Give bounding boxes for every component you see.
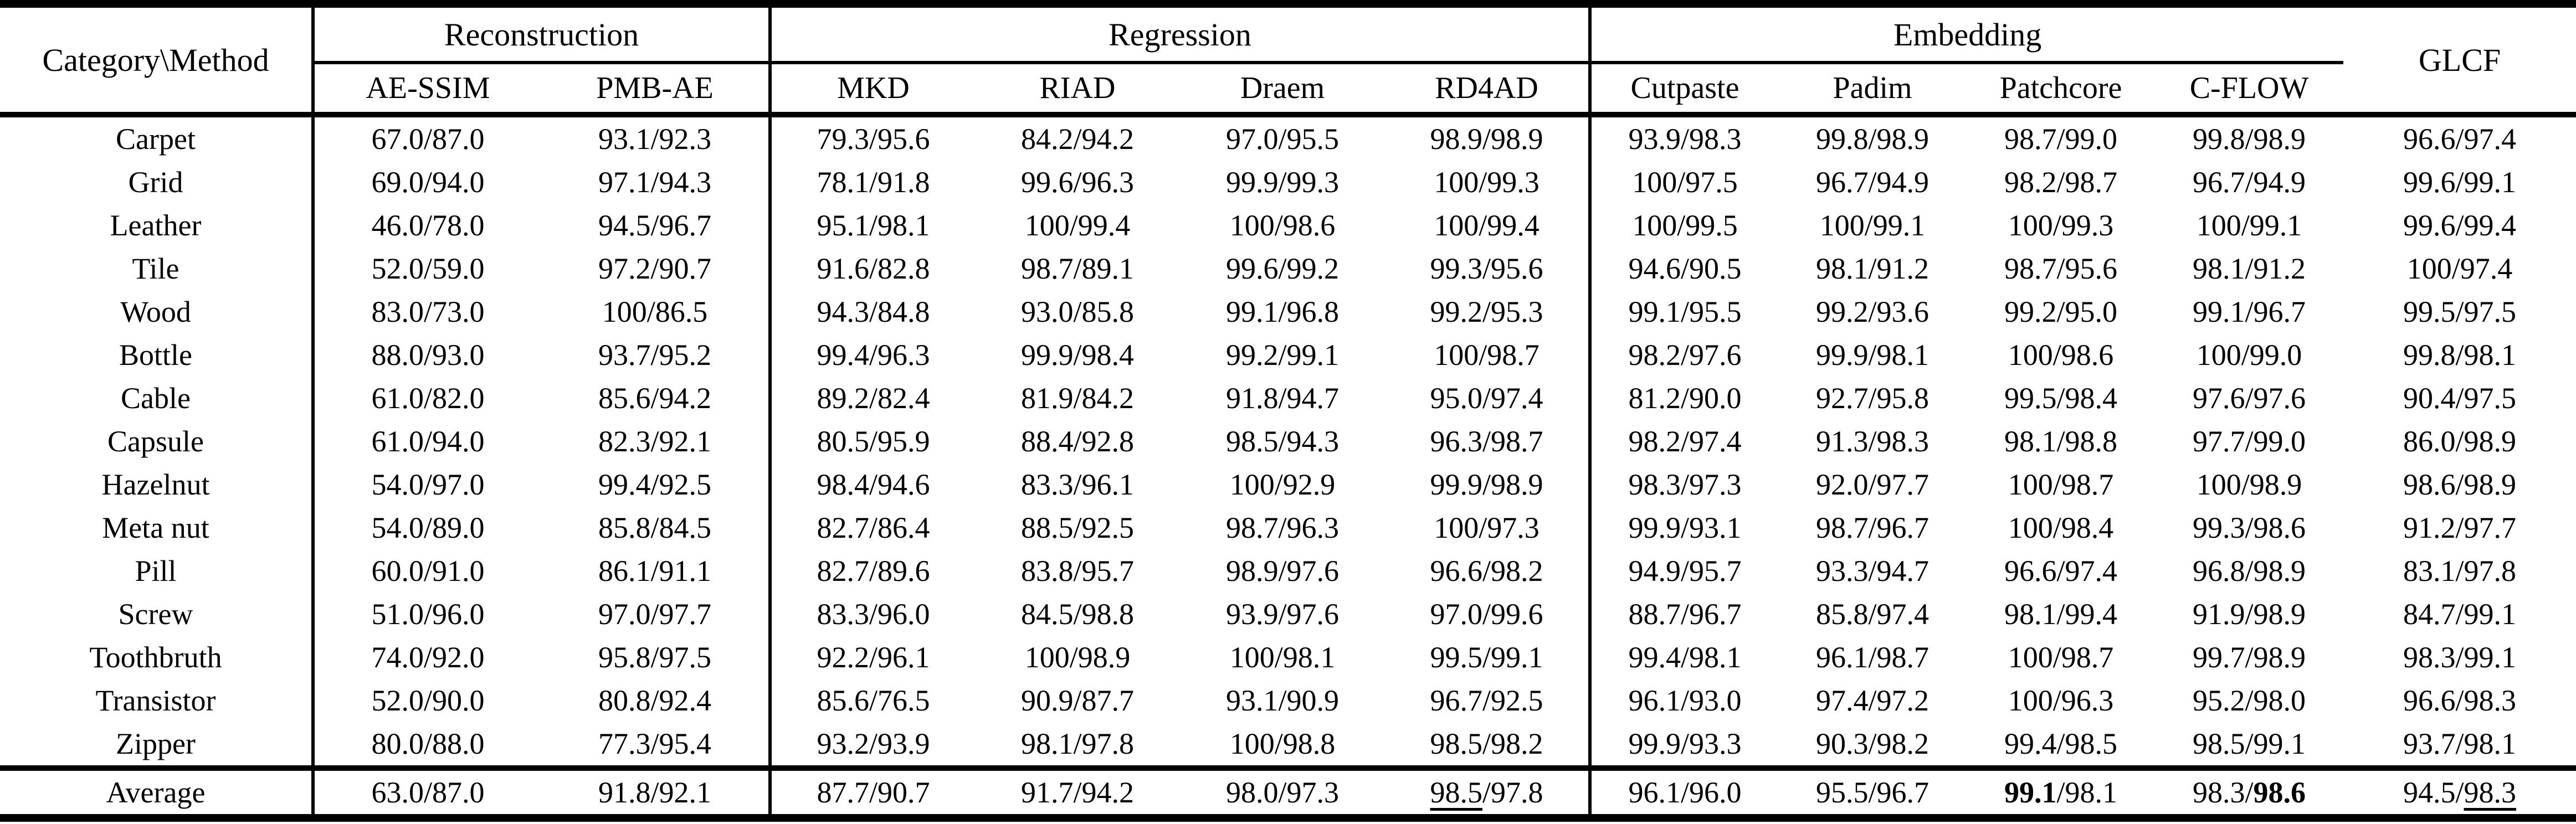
value-cell: 95.2/98.0 [2193,684,2306,717]
value-cell: 86.1/91.1 [541,549,770,593]
value-separator: / [2056,776,2065,809]
value-cell: 79.3/95.6 [817,122,930,156]
value-cell: 83.1/97.8 [2403,554,2517,588]
average-value-cell [2343,768,2576,818]
value-cell: 82.7/89.6 [817,554,930,588]
value-cell: 81.9/84.2 [1020,382,1134,415]
column-header-c-flow: C-FLOW [2155,63,2343,115]
table-row [0,463,2576,506]
value-cell: 96.7/94.9 [1815,166,1929,199]
value-cell: 54.0/97.0 [371,468,485,501]
value-separator: / [650,776,659,809]
value-cell: 99.8/98.9 [2193,122,2306,156]
value-separator: / [1073,776,1082,809]
category-cell: Pill [0,549,313,593]
value-cell: 96.3/98.7 [1385,420,1590,463]
column-header-cutpaste: Cutpaste [1590,63,1778,115]
average-value-part: 96.1 [1628,776,1681,809]
value-cell: 98.7/95.6 [2004,252,2117,285]
table-row [0,549,2576,593]
value-cell: 81.2/90.0 [1628,382,1742,415]
value-cell: 93.0/85.8 [1020,295,1134,328]
category-cell: Leather [0,204,313,247]
value-cell: 85.8/97.4 [1815,598,1929,631]
value-separator: / [1482,776,1491,809]
value-cell: 93.3/94.7 [1815,554,1929,588]
average-value-cell [1180,768,1385,818]
value-cell: 100/98.7 [2008,641,2114,674]
value-separator: / [869,776,878,809]
value-cell: 100/99.4 [1385,204,1590,247]
table-row [0,420,2576,463]
value-cell: 94.3/84.8 [817,295,930,328]
value-cell: 51.0/96.0 [371,598,485,631]
value-cell: 46.0/78.0 [371,209,485,242]
value-cell: 60.0/91.0 [371,554,485,588]
value-cell: 96.6/97.4 [2004,554,2117,588]
value-cell: 90.3/98.2 [1815,727,1929,760]
average-value-part: 95.5 [1815,776,1869,809]
average-value-part: 98.6 [2253,776,2306,809]
group-header-reconstruction: Reconstruction [313,4,770,63]
value-cell: 98.3/97.3 [1628,468,1742,501]
value-cell: 83.3/96.0 [817,598,930,631]
value-cell: 100/98.1 [1229,641,1336,674]
value-cell: 91.9/98.9 [2193,598,2306,631]
average-value-cell [2155,768,2343,818]
average-value-part: 96.0 [1689,776,1742,809]
average-value-part: 98.1 [2065,776,2117,809]
value-cell: 89.2/82.4 [817,382,930,415]
value-cell: 96.8/98.9 [2193,554,2306,588]
value-cell: 88.0/93.0 [371,338,485,372]
value-cell: 99.5/97.5 [2403,295,2517,328]
value-cell: 85.6/94.2 [541,377,770,420]
table-row [0,377,2576,420]
value-separator: / [1868,776,1877,809]
value-cell: 61.0/94.0 [371,425,485,458]
category-cell: Hazelnut [0,463,313,506]
category-cell: Wood [0,290,313,333]
value-cell: 99.5/98.4 [2004,382,2117,415]
value-cell: 99.5/99.1 [1385,636,1590,679]
value-cell: 96.1/93.0 [1628,684,1742,717]
average-value-part: 90.7 [878,776,930,809]
header-method-row [0,63,2576,115]
table-row [0,333,2576,377]
value-cell: 98.2/97.4 [1628,425,1742,458]
table-body [0,115,2576,768]
value-cell: 88.4/92.8 [1020,425,1134,458]
value-cell: 97.6/97.6 [2193,382,2306,415]
value-cell: 93.2/93.9 [817,727,930,760]
table-row [0,593,2576,636]
value-cell: 99.3/95.6 [1385,247,1590,290]
value-cell: 100/98.9 [2196,468,2302,501]
value-cell: 99.6/96.3 [1020,166,1134,199]
average-value-part: 98.5 [1430,776,1482,809]
value-cell: 98.9/97.6 [1225,554,1339,588]
table-row [0,679,2576,722]
value-cell: 91.8/94.7 [1225,382,1339,415]
average-value-part: 94.5 [2403,776,2456,809]
header-group-row [0,4,2576,63]
value-cell: 94.6/90.5 [1628,252,1742,285]
value-cell: 99.3/98.6 [2193,511,2306,544]
value-cell: 90.4/97.5 [2403,382,2517,415]
column-header-glcf: GLCF [2343,4,2576,115]
value-cell: 99.9/93.3 [1628,727,1742,760]
average-value-cell [1778,768,1967,818]
value-cell: 100/97.3 [1385,506,1590,549]
value-cell: 77.3/95.4 [541,722,770,768]
value-cell: 98.1/91.2 [2193,252,2306,285]
value-cell: 96.7/92.5 [1385,679,1590,722]
value-cell: 100/99.4 [1024,209,1131,242]
value-cell: 100/97.4 [2406,252,2513,285]
value-cell: 93.1/92.3 [541,115,770,161]
average-value-cell [313,768,541,818]
column-header-ae-ssim: AE-SSIM [313,63,541,115]
column-header-pmb-ae: PMB-AE [541,63,770,115]
value-cell: 91.3/98.3 [1815,425,1929,458]
value-cell: 80.5/95.9 [817,425,930,458]
value-cell: 97.7/99.0 [2193,425,2306,458]
value-cell: 91.2/97.7 [2403,511,2517,544]
average-value-part: 99.1 [2004,776,2057,809]
value-cell: 83.8/95.7 [1020,554,1134,588]
value-cell: 98.2/98.7 [2004,166,2117,199]
value-cell: 98.3/99.1 [2403,641,2517,674]
value-cell: 98.5/99.1 [2193,727,2306,760]
average-value-part: 97.3 [1286,776,1339,809]
average-value-cell [770,768,975,818]
average-value-part: 98.3 [2193,776,2245,809]
column-header-riad: RIAD [975,63,1180,115]
value-cell: 97.2/90.7 [541,247,770,290]
average-value-part: 91.8 [598,776,651,809]
column-header-draem: Draem [1180,63,1385,115]
value-separator: / [1278,776,1287,809]
value-cell: 99.1/96.7 [2193,295,2306,328]
value-cell: 99.8/98.9 [1815,122,1929,156]
column-header-patchcore: Patchcore [1967,63,2155,115]
value-cell: 97.0/99.6 [1385,593,1590,636]
value-cell: 98.7/99.0 [2004,122,2117,156]
table-row [0,506,2576,549]
average-value-part: 87.7 [817,776,869,809]
group-header-embedding: Embedding [1590,4,2343,63]
average-value-part: 98.3 [2464,776,2517,809]
value-cell: 99.6/99.4 [2403,209,2517,242]
value-cell: 92.0/97.7 [1815,468,1929,501]
value-cell: 96.6/97.4 [2403,122,2517,156]
value-cell: 96.6/98.3 [2403,684,2517,717]
value-cell: 99.9/98.1 [1815,338,1929,372]
column-header-rd4ad: RD4AD [1385,63,1590,115]
value-cell: 100/99.3 [2008,209,2114,242]
value-cell: 99.1/96.8 [1225,295,1339,328]
value-cell: 100/98.4 [2008,511,2114,544]
value-cell: 93.9/98.3 [1628,122,1742,156]
value-cell: 99.9/93.1 [1628,511,1742,544]
value-cell: 52.0/90.0 [371,684,485,717]
value-cell: 84.5/98.8 [1020,598,1134,631]
value-cell: 100/99.3 [1385,161,1590,204]
value-cell: 80.0/88.0 [371,727,485,760]
value-cell: 94.5/96.7 [541,204,770,247]
value-cell: 99.2/93.6 [1815,295,1929,328]
value-separator: / [423,776,432,809]
table-footer [0,768,2576,818]
value-cell: 100/98.6 [1229,209,1336,242]
value-cell: 100/99.5 [1632,209,1738,242]
value-cell: 98.5/94.3 [1225,425,1339,458]
value-cell: 99.6/99.2 [1225,252,1339,285]
value-cell: 98.5/98.2 [1385,722,1590,768]
value-cell: 98.4/94.6 [817,468,930,501]
value-cell: 100/99.1 [2196,209,2302,242]
value-cell: 82.7/86.4 [817,511,930,544]
value-cell: 99.4/98.1 [1628,641,1742,674]
value-cell: 93.7/95.2 [541,333,770,377]
value-cell: 85.8/84.5 [541,506,770,549]
value-cell: 99.2/99.1 [1225,338,1339,372]
value-cell: 99.9/98.4 [1020,338,1134,372]
value-cell: 100/98.8 [1229,727,1336,760]
value-cell: 98.2/97.6 [1628,338,1742,372]
value-cell: 100/98.9 [1024,641,1131,674]
value-cell: 97.4/97.2 [1815,684,1929,717]
value-cell: 69.0/94.0 [371,166,485,199]
value-cell: 100/86.5 [541,290,770,333]
value-cell: 97.0/95.5 [1225,122,1339,156]
average-value-cell [1385,768,1590,818]
value-cell: 96.7/94.9 [2193,166,2306,199]
average-value-cell [541,768,770,818]
value-cell: 54.0/89.0 [371,511,485,544]
table-row [0,204,2576,247]
value-cell: 96.1/98.7 [1815,641,1929,674]
average-value-part: 96.7 [1876,776,1929,809]
value-cell: 83.3/96.1 [1020,468,1134,501]
average-value-part: 87.0 [432,776,485,809]
table-row [0,290,2576,333]
value-cell: 99.9/98.9 [1385,463,1590,506]
value-cell: 88.5/92.5 [1020,511,1134,544]
average-row [0,768,2576,818]
group-header-regression: Regression [770,4,1590,63]
value-cell: 98.1/99.4 [2004,598,2117,631]
table-header [0,4,2576,115]
value-cell: 84.7/99.1 [2403,598,2517,631]
value-cell: 99.7/98.9 [2193,641,2306,674]
value-cell: 99.8/98.1 [2403,338,2517,372]
value-cell: 95.8/97.5 [541,636,770,679]
table-row [0,247,2576,290]
value-cell: 98.7/96.3 [1225,511,1339,544]
value-cell: 95.1/98.1 [817,209,930,242]
value-cell: 100/96.3 [2008,684,2114,717]
value-cell: 98.1/97.8 [1020,727,1134,760]
value-cell: 99.6/99.1 [2403,166,2517,199]
average-value-part: 91.7 [1020,776,1074,809]
category-cell: Toothbruth [0,636,313,679]
value-cell: 100/99.1 [1819,209,1926,242]
value-separator: / [2455,776,2464,809]
average-value-cell [1967,768,2155,818]
value-cell: 98.9/98.9 [1385,115,1590,161]
value-cell: 92.7/95.8 [1815,382,1929,415]
average-value-part: 92.1 [659,776,711,809]
value-cell: 97.0/97.7 [541,593,770,636]
category-cell: Zipper [0,722,313,768]
value-cell: 84.2/94.2 [1020,122,1134,156]
value-cell: 78.1/91.8 [817,166,930,199]
average-value-part: 94.2 [1081,776,1134,809]
value-cell: 94.9/95.7 [1628,554,1742,588]
column-header-mkd: MKD [770,63,975,115]
table-row [0,722,2576,768]
category-cell: Meta nut [0,506,313,549]
average-value-part: 98.0 [1225,776,1279,809]
value-cell: 95.0/97.4 [1385,377,1590,420]
value-cell: 98.1/98.8 [2004,425,2117,458]
category-cell: Cable [0,377,313,420]
value-cell: 67.0/87.0 [371,122,485,156]
average-value-cell [975,768,1180,818]
value-cell: 99.1/95.5 [1628,295,1742,328]
average-label-cell: Average [0,768,313,818]
average-value-part: 63.0 [371,776,424,809]
category-cell: Grid [0,161,313,204]
value-cell: 80.8/92.4 [541,679,770,722]
category-cell: Capsule [0,420,313,463]
value-cell: 97.1/94.3 [541,161,770,204]
value-cell: 88.7/96.7 [1628,598,1742,631]
value-cell: 98.6/98.9 [2403,468,2517,501]
table-row [0,161,2576,204]
value-cell: 98.7/96.7 [1815,511,1929,544]
value-cell: 93.9/97.6 [1225,598,1339,631]
value-cell: 100/97.5 [1632,166,1738,199]
value-cell: 99.4/98.5 [2004,727,2117,760]
table-row [0,636,2576,679]
category-cell: Screw [0,593,313,636]
average-value-cell [1590,768,1778,818]
value-cell: 100/99.0 [2196,338,2302,372]
value-cell: 100/92.9 [1229,468,1336,501]
value-cell: 90.9/87.7 [1020,684,1134,717]
value-cell: 100/98.7 [1385,333,1590,377]
corner-header-category-method: Category\Method [0,4,313,115]
value-cell: 85.6/76.5 [817,684,930,717]
value-cell: 99.4/96.3 [817,338,930,372]
value-cell: 100/98.6 [2008,338,2114,372]
column-header-padim: Padim [1778,63,1967,115]
value-cell: 98.1/91.2 [1815,252,1929,285]
value-cell: 92.2/96.1 [817,641,930,674]
value-cell: 91.6/82.8 [817,252,930,285]
value-cell: 99.2/95.0 [2004,295,2117,328]
category-cell: Bottle [0,333,313,377]
table-row [0,115,2576,161]
value-cell: 100/98.7 [2008,468,2114,501]
value-cell: 83.0/73.0 [371,295,485,328]
value-cell: 99.4/92.5 [541,463,770,506]
value-cell: 96.6/98.2 [1385,549,1590,593]
category-cell: Carpet [0,115,313,161]
value-cell: 93.7/98.1 [2403,727,2517,760]
category-cell: Tile [0,247,313,290]
average-value-part: 97.8 [1491,776,1543,809]
value-cell: 99.9/99.3 [1225,166,1339,199]
value-cell: 86.0/98.9 [2403,425,2517,458]
value-separator: / [1680,776,1689,809]
value-cell: 93.1/90.9 [1225,684,1339,717]
value-cell: 61.0/82.0 [371,382,485,415]
value-cell: 99.2/95.3 [1385,290,1590,333]
value-cell: 98.7/89.1 [1020,252,1134,285]
value-cell: 82.3/92.1 [541,420,770,463]
value-separator: / [2245,776,2254,809]
value-cell: 74.0/92.0 [371,641,485,674]
category-cell: Transistor [0,679,313,722]
value-cell: 52.0/59.0 [371,252,485,285]
